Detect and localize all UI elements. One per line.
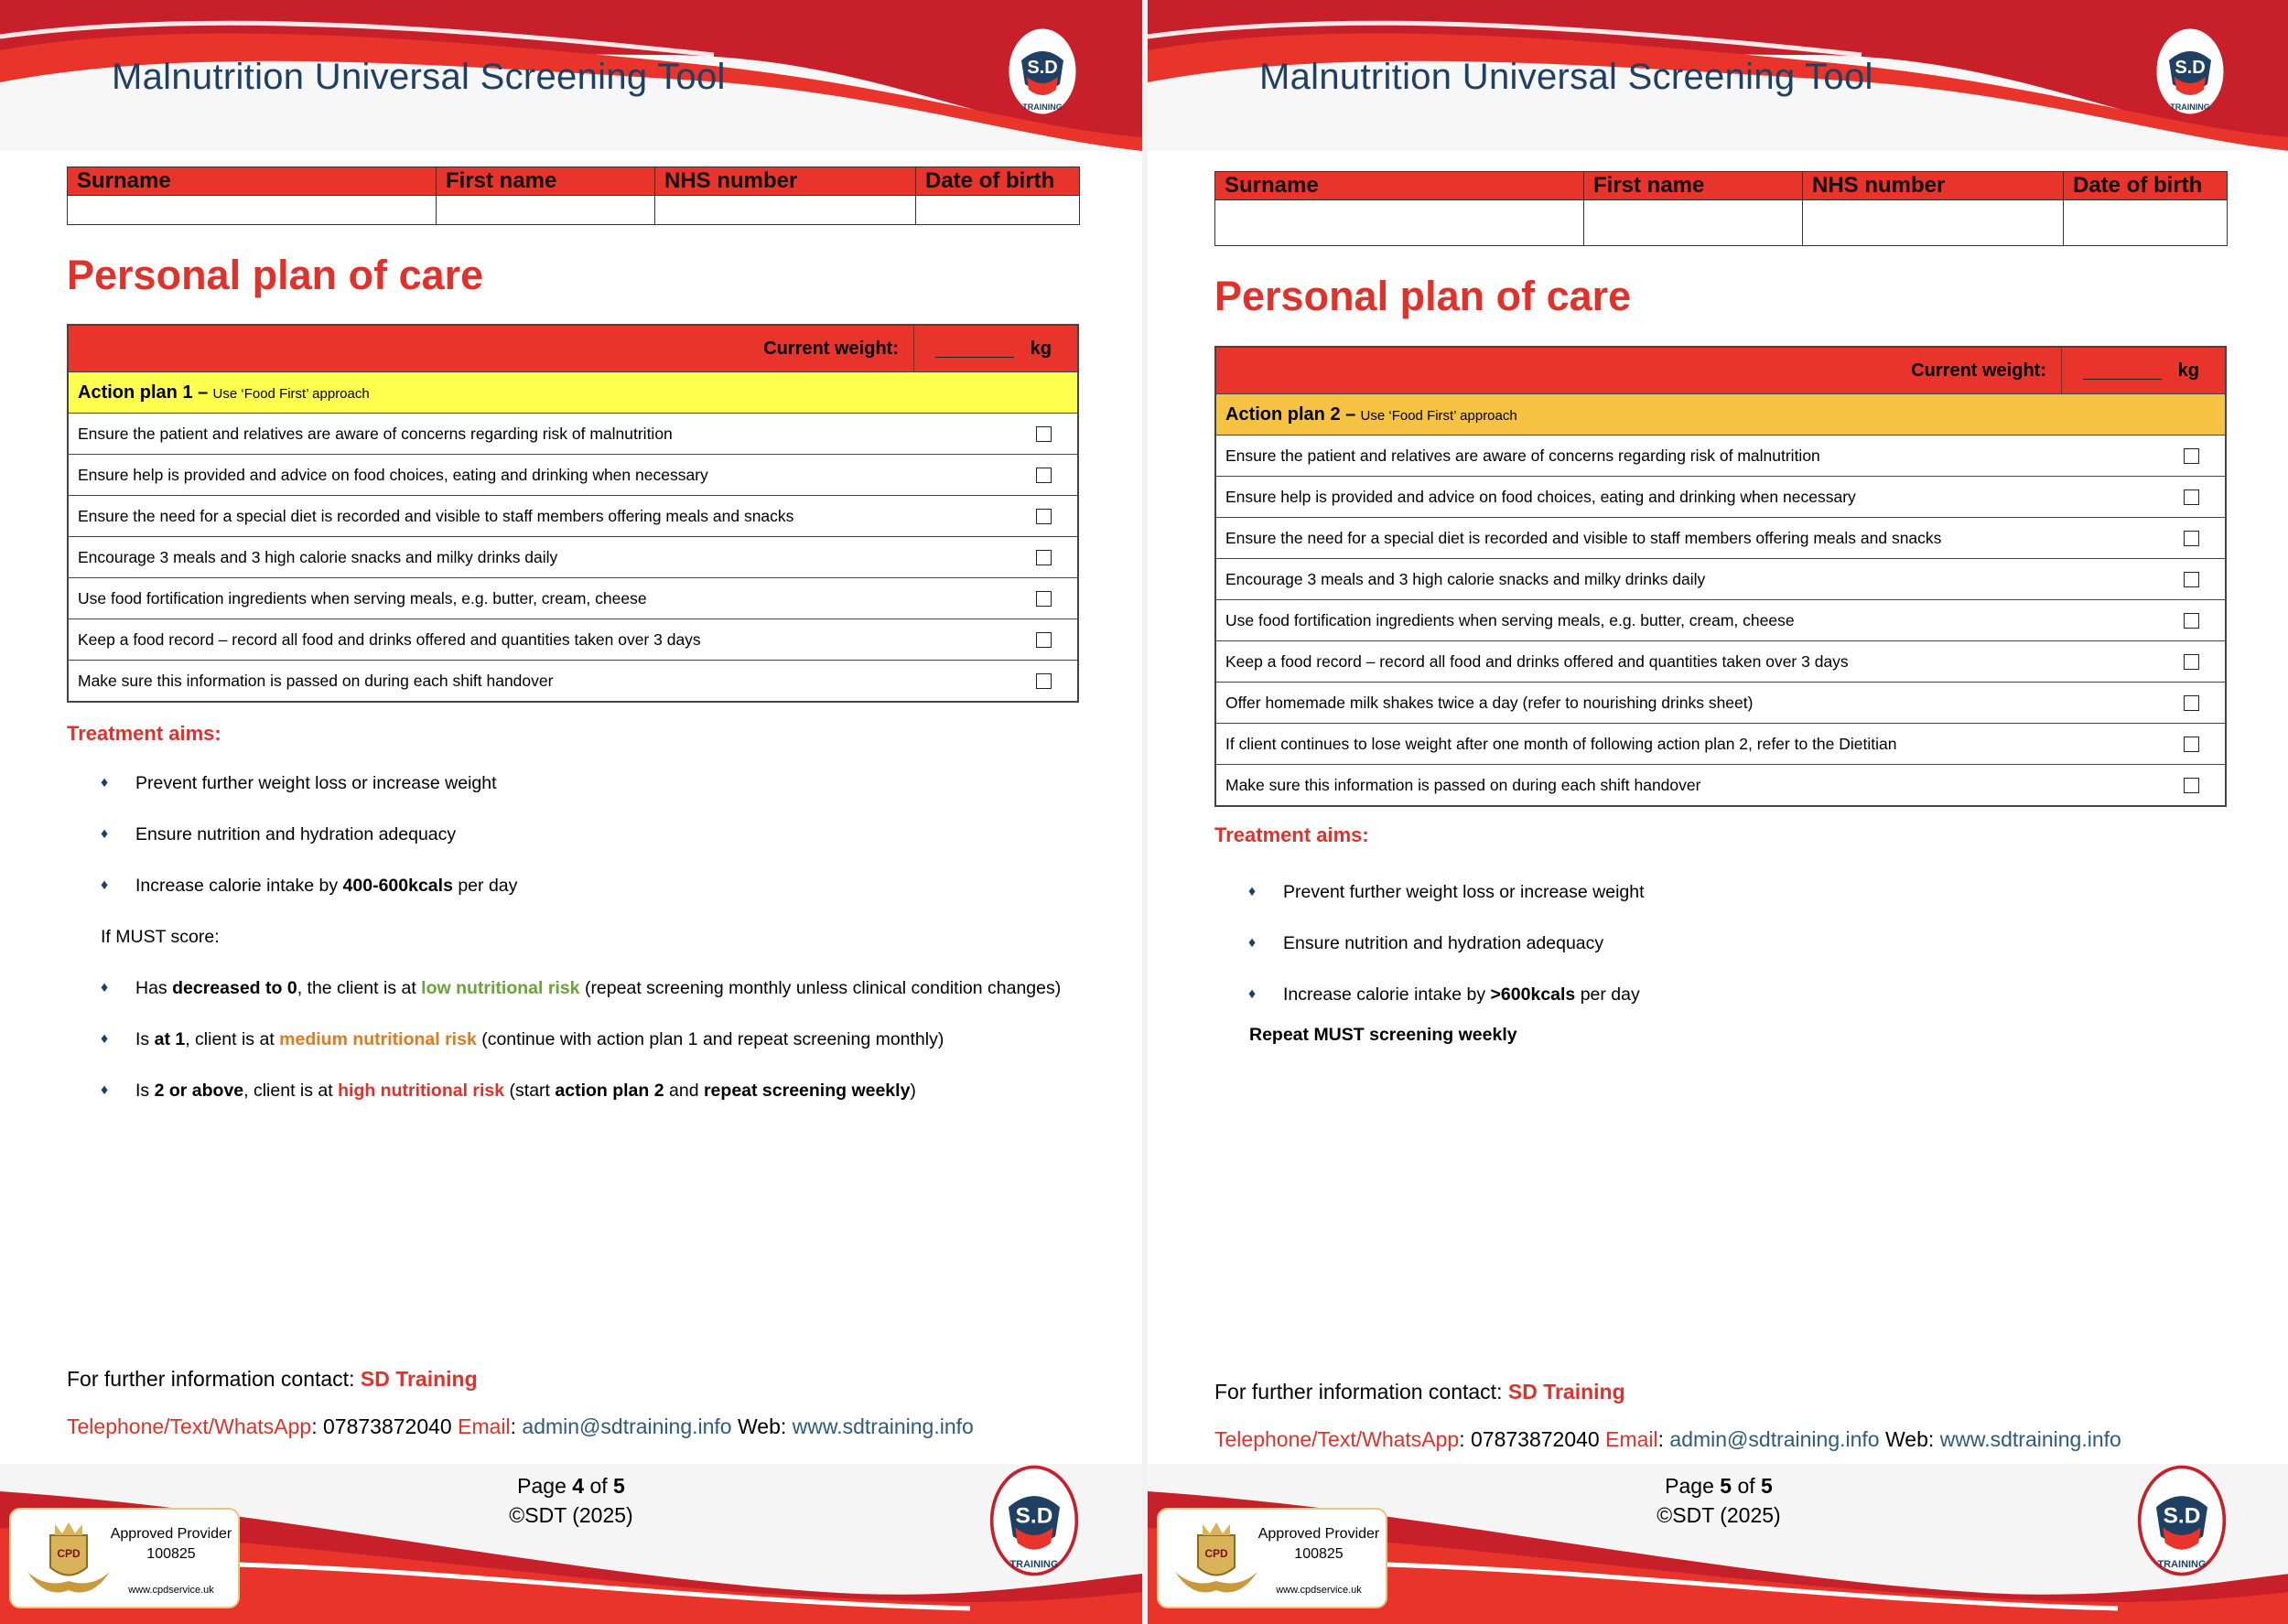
- first-name-header: First name: [437, 167, 655, 196]
- current-weight-row: [1216, 348, 2225, 394]
- document-page-4: [0, 0, 1142, 1624]
- must-rule-high: ♦ Is 2 or above, client is at high nutritional risk (start action plan 2 and repeat screening weekly): [101, 1081, 916, 1101]
- nhs-number-field[interactable]: [655, 196, 916, 225]
- cpd-approved-badge: CPD Approved Provider 100825 www.cpdservice.uk: [1157, 1508, 1387, 1608]
- checkbox[interactable]: [1036, 550, 1052, 565]
- contact-details: Telephone/Text/WhatsApp: 07873872040 Email: admin@sdtraining.info Web: www.sdtraining.info: [1214, 1427, 2121, 1451]
- surname-header: Surname: [1215, 172, 1584, 200]
- sd-training-logo: [2153, 24, 2228, 119]
- must-rule-low: ♦ Has decreased to 0, the client is at low nutritional risk (repeat screening monthly unless clinical condition changes): [101, 978, 1062, 998]
- date-of-birth-header: Date of birth: [916, 167, 1080, 196]
- aim-item: ♦ Prevent further weight loss or increase weight: [101, 773, 497, 793]
- checkbox[interactable]: [1036, 632, 1052, 648]
- treatment-aims-title: Treatment aims:: [1214, 823, 1369, 846]
- checkbox[interactable]: [1036, 426, 1052, 442]
- page-number: Page 5 of 5 ©SDT (2025): [1657, 1474, 1781, 1527]
- plan-title: Personal plan of care: [1214, 273, 1632, 319]
- cpd-approved-badge: CPD Approved Provider 100825 www.cpdservice.uk: [9, 1508, 240, 1608]
- svg-text:TRAINING: TRAINING: [2170, 102, 2210, 112]
- plan-title: Personal plan of care: [67, 252, 484, 298]
- diamond-bullet-icon: ♦: [1248, 986, 1257, 1002]
- care-item: Keep a food record – record all food and drinks offered and quantities taken over 3 days: [1216, 641, 2225, 683]
- checkbox[interactable]: [1036, 591, 1052, 607]
- surname-field[interactable]: [1215, 200, 1584, 246]
- checkbox[interactable]: [2184, 737, 2199, 752]
- care-item: Ensure the patient and relatives are aware of concerns regarding risk of malnutrition: [1216, 436, 2225, 477]
- date-of-birth-header: Date of birth: [2064, 172, 2228, 200]
- current-weight-row: [69, 326, 1077, 372]
- checkbox[interactable]: [2184, 695, 2199, 711]
- cpd-url[interactable]: www.cpdservice.uk: [1276, 1585, 1362, 1596]
- document-title: Malnutrition Universal Screening Tool: [112, 57, 726, 97]
- diamond-bullet-icon: ♦: [101, 877, 109, 893]
- cpd-url[interactable]: www.cpdservice.uk: [128, 1585, 214, 1596]
- diamond-bullet-icon: ♦: [1248, 884, 1257, 899]
- sd-training-logo: [1005, 24, 1080, 119]
- svg-text:TRAINING: TRAINING: [1009, 1559, 1059, 1571]
- diamond-bullet-icon: ♦: [101, 980, 109, 995]
- sd-training-logo: [2136, 1462, 2228, 1579]
- action-plan-1-header: [69, 372, 1077, 414]
- diamond-bullet-icon: ♦: [101, 775, 109, 790]
- aim-item: ♦ Ensure nutrition and hydration adequacy: [1248, 933, 1604, 953]
- checkbox[interactable]: [2184, 489, 2199, 505]
- treatment-aims-list: [101, 771, 1071, 1130]
- patient-id-table: [1214, 171, 2228, 246]
- care-item: Encourage 3 meals and 3 high calorie snacks and milky drinks daily: [1216, 559, 2225, 600]
- aim-item: ♦ Prevent further weight loss or increase weight: [1248, 882, 1645, 902]
- action-plan-2-header: [1216, 394, 2225, 436]
- email-link[interactable]: admin@sdtraining.info: [522, 1414, 732, 1438]
- contact-details: Telephone/Text/WhatsApp: 07873872040 Email: admin@sdtraining.info Web: www.sdtraining.info: [67, 1414, 974, 1438]
- diamond-bullet-icon: ♦: [101, 1031, 109, 1047]
- action-plan-label: Action plan 1 –: [78, 382, 209, 403]
- current-weight-label: Current weight:: [1216, 348, 2062, 393]
- first-name-field[interactable]: [1584, 200, 1803, 246]
- treatment-aims-title: Treatment aims:: [67, 722, 221, 745]
- svg-text:S.D: S.D: [1015, 1503, 1053, 1529]
- diamond-bullet-icon: ♦: [101, 1082, 109, 1098]
- care-item: Ensure help is provided and advice on food choices, eating and drinking when necessary: [1216, 477, 2225, 518]
- care-item: Ensure the patient and relatives are aware of concerns regarding risk of malnutrition: [69, 414, 1077, 455]
- current-weight-field[interactable]: kg: [914, 326, 1077, 371]
- checkbox[interactable]: [2184, 572, 2199, 587]
- care-plan-table: [67, 324, 1079, 703]
- must-intro: If MUST score:: [101, 927, 220, 947]
- svg-text:S.D: S.D: [2175, 58, 2206, 78]
- svg-text:TRAINING: TRAINING: [2157, 1559, 2207, 1571]
- checkbox[interactable]: [2184, 654, 2199, 670]
- svg-text:CPD: CPD: [57, 1547, 81, 1560]
- nhs-number-header: NHS number: [1803, 172, 2064, 200]
- diamond-bullet-icon: ♦: [1248, 935, 1257, 951]
- nhs-number-field[interactable]: [1803, 200, 2064, 246]
- checkbox[interactable]: [2184, 448, 2199, 464]
- care-item: Ensure help is provided and advice on food choices, eating and drinking when necessary: [69, 455, 1077, 496]
- first-name-field[interactable]: [437, 196, 655, 225]
- document-title: Malnutrition Universal Screening Tool: [1259, 57, 1873, 97]
- care-plan-table: [1214, 346, 2227, 807]
- email-link[interactable]: admin@sdtraining.info: [1669, 1427, 1880, 1451]
- care-item: Ensure the need for a special diet is recorded and visible to staff members offering meals and snacks: [1216, 518, 2225, 559]
- action-plan-approach: Use ‘Food First’ approach: [212, 386, 370, 402]
- aim-item: ♦ Ensure nutrition and hydration adequacy: [101, 824, 457, 844]
- svg-text:S.D: S.D: [1027, 58, 1058, 78]
- checkbox[interactable]: [1036, 468, 1052, 483]
- svg-text:S.D: S.D: [2163, 1503, 2201, 1529]
- current-weight-field[interactable]: kg: [2062, 348, 2225, 393]
- checkbox[interactable]: [2184, 778, 2199, 793]
- document-page-5: [1148, 0, 2288, 1624]
- care-item: If client continues to lose weight after one month of following action plan 2, refer to the Dietitian: [1216, 724, 2225, 765]
- action-plan-approach: Use ‘Food First’ approach: [1360, 408, 1517, 424]
- repeat-screening-note: Repeat MUST screening weekly: [1249, 1025, 1517, 1045]
- care-item: Offer homemade milk shakes twice a day (refer to nourishing drinks sheet): [1216, 683, 2225, 724]
- page-number: Page 4 of 5 ©SDT (2025): [509, 1474, 633, 1527]
- care-item: Keep a food record – record all food and drinks offered and quantities taken over 3 days: [69, 619, 1077, 661]
- surname-field[interactable]: [68, 196, 437, 225]
- current-weight-label: Current weight:: [69, 326, 914, 371]
- sd-training-logo: [988, 1462, 1080, 1579]
- care-item: Use food fortification ingredients when serving meals, e.g. butter, cream, cheese: [1216, 600, 2225, 641]
- contact-line: For further information contact: SD Training: [67, 1367, 478, 1391]
- must-rule-medium: ♦ Is at 1, client is at medium nutritional risk (continue with action plan 1 and repeat screening monthly): [101, 1029, 944, 1049]
- care-item: Ensure the need for a special diet is recorded and visible to staff members offering meals and snacks: [69, 496, 1077, 537]
- care-item: Make sure this information is passed on during each shift handover: [69, 661, 1077, 701]
- date-of-birth-field[interactable]: [916, 196, 1080, 225]
- aim-item: ♦ Increase calorie intake by 400-600kcals per day: [101, 876, 518, 896]
- aim-item: ♦ Increase calorie intake by >600kcals per day: [1248, 984, 1640, 1005]
- treatment-aims-list: [1248, 880, 2218, 1034]
- diamond-bullet-icon: ♦: [101, 826, 109, 842]
- date-of-birth-field[interactable]: [2064, 200, 2228, 246]
- web-link[interactable]: www.sdtraining.info: [1939, 1427, 2121, 1451]
- first-name-header: First name: [1584, 172, 1803, 200]
- care-item: Make sure this information is passed on during each shift handover: [1216, 765, 2225, 805]
- contact-line: For further information contact: SD Training: [1214, 1380, 1625, 1404]
- checkbox[interactable]: [1036, 509, 1052, 524]
- checkbox[interactable]: [2184, 613, 2199, 629]
- action-plan-label: Action plan 2 –: [1225, 404, 1356, 425]
- surname-header: Surname: [68, 167, 437, 196]
- care-item: Encourage 3 meals and 3 high calorie snacks and milky drinks daily: [69, 537, 1077, 578]
- checkbox[interactable]: [1036, 673, 1052, 689]
- checkbox[interactable]: [2184, 531, 2199, 546]
- svg-text:CPD: CPD: [1204, 1547, 1228, 1560]
- patient-id-table: [67, 167, 1080, 225]
- care-item: Use food fortification ingredients when serving meals, e.g. butter, cream, cheese: [69, 578, 1077, 619]
- svg-text:TRAINING: TRAINING: [1022, 102, 1063, 112]
- web-link[interactable]: www.sdtraining.info: [792, 1414, 974, 1438]
- nhs-number-header: NHS number: [655, 167, 916, 196]
